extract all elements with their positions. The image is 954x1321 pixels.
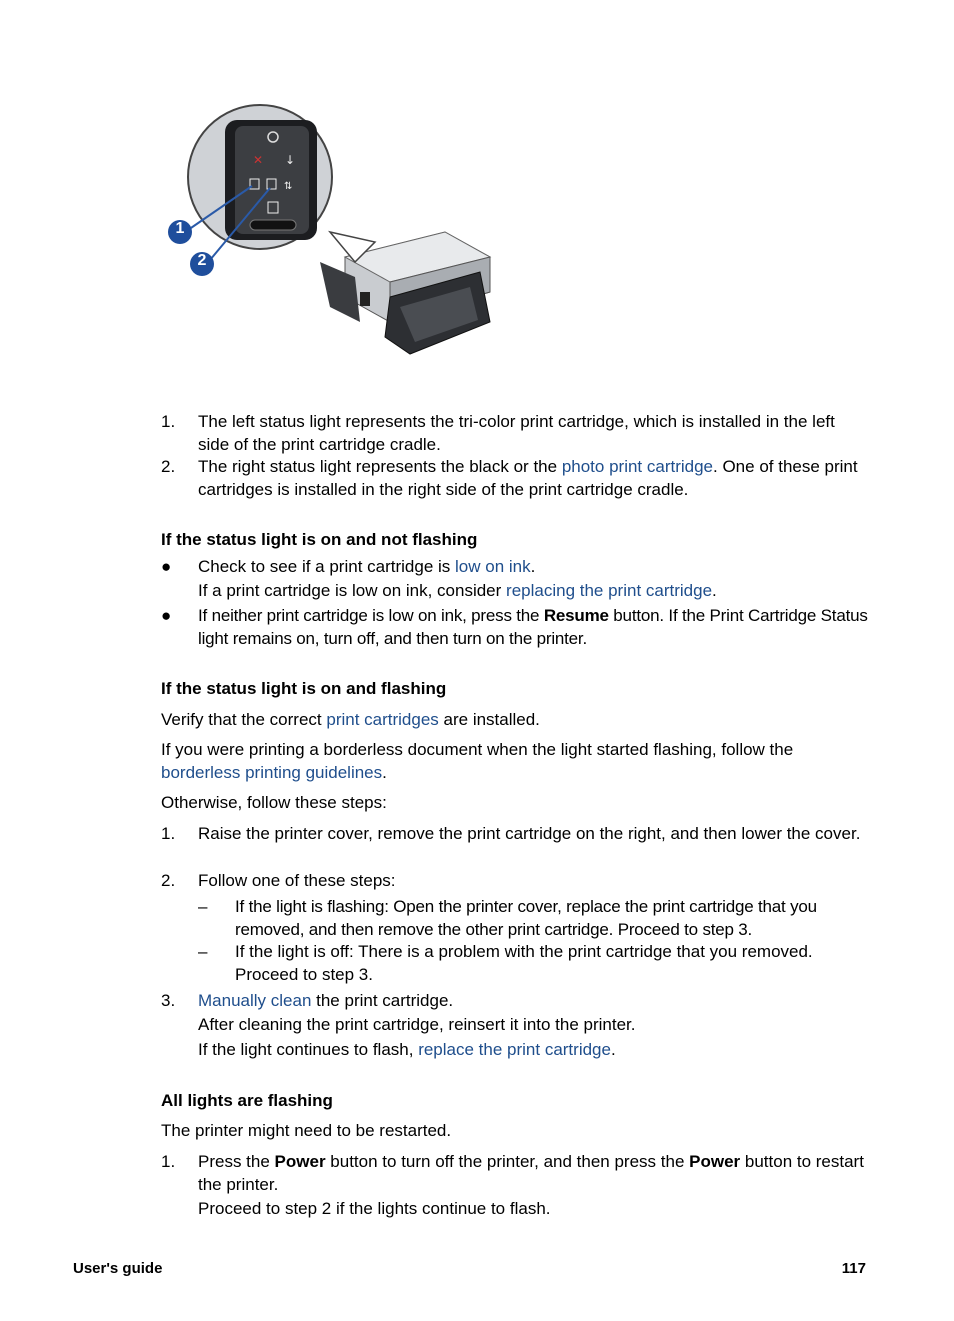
sub-step-1-text: If the light is flashing: Open the printer cover, replace the print cartridge that you removed, and then remove the other print cartridge. Proceed to step 3. [235,897,817,939]
bullet-1-pre: Check to see if a print cartridge is [198,557,456,576]
bullet-marker: ● [161,557,172,576]
sub-step-dash: – [198,942,208,961]
power-bold-1: Power [274,1152,326,1171]
sub-step-dash: – [198,897,208,916]
restart-paragraph: The printer might need to be restarted. [161,1121,452,1140]
p2-pre: If you were printing a borderless document when the light started flashing, follow the [161,740,794,759]
svg-text:↓: ↓ [285,153,296,167]
step-3-line-2: After cleaning the print cartridge, reinsert it into the printer. [198,1015,636,1034]
section-heading-not-flashing: If the status light is on and not flashing [161,530,478,549]
otherwise-paragraph: Otherwise, follow these steps: [161,793,387,812]
photo-print-cartridge-link[interactable]: photo print cartridge [561,457,714,476]
intro-item-2-text [198,455,870,501]
restart-step-1-text [198,1150,870,1196]
p1-post: are installed. [438,710,540,729]
callout-2-label: 2 [197,252,207,269]
bullet-1-line-1 [198,555,870,578]
intro-item-2-post: . One of these print cartridges is installed in the right side of the print cartridge cradle. [198,457,858,499]
restart-step-1-number: 1. [161,1152,176,1171]
replacing-print-cartridge-link[interactable]: replacing the print cartridge [506,581,713,600]
page-number: 117 [841,1260,866,1277]
restart-c: button to restart the printer. [198,1152,864,1194]
step-3-line-1 [198,989,870,1012]
intro-item-2-pre: The right status light represents the black or the [198,457,562,476]
section-heading-flashing: If the status light is on and flashing [161,679,447,698]
manually-clean-link[interactable]: Manually clean [198,991,312,1010]
bullet-marker: ● [161,606,172,625]
step-1-number: 1. [161,824,176,843]
restart-b: button to turn off the printer, and then press the [325,1152,690,1171]
bullet-1-line-2 [198,579,870,602]
restart-a: Press the [198,1152,275,1171]
sub-step-2-text: If the light is off: There is a problem with the print cartridge that you removed. Proceed to step 3. [235,942,813,984]
step-1-text: Raise the printer cover, remove the print cartridge on the right, and then lower the cover. [198,824,861,843]
printer-figure-svg [160,92,495,367]
p2-post: . [382,763,387,782]
section-heading-all-flashing: All lights are flashing [161,1091,333,1110]
intro-item-2-number: 2. [161,457,176,476]
step-3-line-3-pre: If the light continues to flash, [198,1040,419,1059]
bullet-2-text [198,604,870,650]
step-3-post: the print cartridge. [311,991,454,1010]
replace-print-cartridge-link[interactable]: replace the print cartridge [418,1040,611,1059]
resume-bold: Resume [543,606,609,625]
p1-pre: Verify that the correct [161,710,327,729]
bullet-1-post: . [530,557,536,576]
svg-text:✕: ✕ [253,153,264,167]
verify-cartridges-paragraph [161,708,871,731]
svg-text:⇅: ⇅ [284,181,293,192]
footer-title: User's guide [73,1260,163,1277]
bullet-2-post: button. If the Print Cartridge Status light remains on, turn off, and then turn on the printer. [198,606,868,648]
step-3-line-3-post: . [610,1040,616,1059]
print-cartridges-link[interactable]: print cartridges [326,710,439,729]
bullet-2-pre: If neither print cartridge is low on ink, press the [198,606,544,625]
callout-1-label: 1 [175,220,185,237]
borderless-printing-guidelines-link[interactable]: borderless printing guidelines [161,763,383,782]
restart-step-1-line-2: Proceed to step 2 if the lights continue to flash. [198,1199,551,1218]
intro-item-1-text: The left status light represents the tri-color print cartridge, which is installed in the left side of the print cartridge cradle. [198,412,835,454]
printer-illustration [160,92,495,367]
step-2-text: Follow one of these steps: [198,871,396,890]
low-on-ink-link[interactable]: low on ink [455,557,531,576]
step-2-number: 2. [161,871,176,890]
intro-item-1-number: 1. [161,412,176,431]
step-3-number: 3. [161,991,176,1010]
bullet-1-line-2-post: . [712,581,717,600]
borderless-paragraph [161,738,871,784]
power-bold-2: Power [689,1152,741,1171]
step-3-line-3 [198,1038,870,1061]
magnified-panel [188,105,375,262]
bullet-1-line-2-pre: If a print cartridge is low on ink, consider [198,581,507,600]
